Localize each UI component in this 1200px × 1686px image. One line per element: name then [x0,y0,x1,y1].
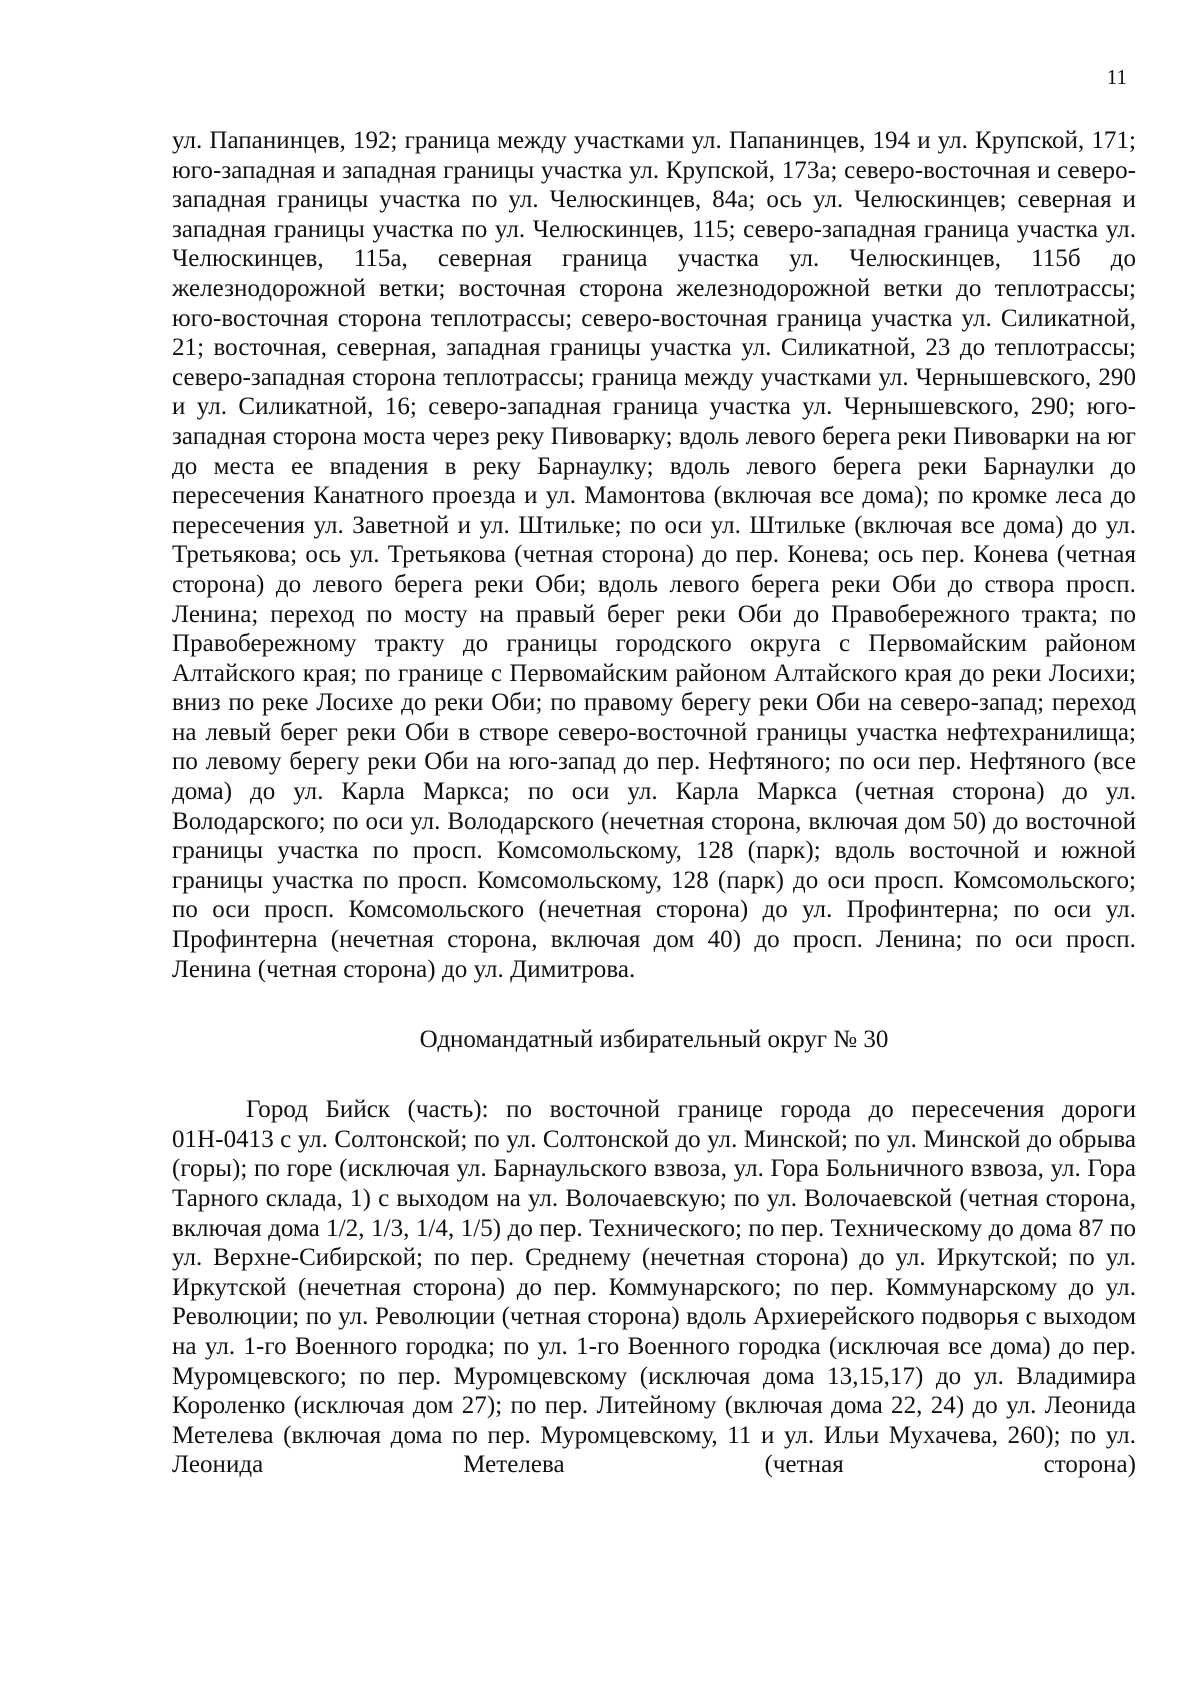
paragraph-district-boundary-continued: ул. Папанинцев, 192; граница между участками ул. Папанинцев, 194 и ул. Крупской, 171; юго-западная и западная границы участка ул. Крупской, 173а; северо-восточная и северо-западная границы участка по ул. Челюскинцев, 84а; ось ул. Челюскинцев; северная и западная границы участка по ул. Челюскинцев, 115; северо-западная граница участка ул. Челюскинцев, 115а, северная граница участка ул. Челюскинцев, 115б до железнодорожной ветки; восточная сторона железнодорожной ветки до теплотрассы; юго-восточная сторона теплотрассы; северо-восточная граница участка ул. Силикатной, 21; восточная, северная, западная границы участка ул. Силикатной, 23 до теплотрассы; северо-западная сторона теплотрассы; граница между участками ул. Чернышевского, 290 и ул. Силикатной, 16; северо-западная граница участка ул. Чернышевского, 290; юго-западная сторона моста через реку Пивоварку; вдоль левого берега реки Пивоварки на юг до места ее впадения в реку Барнаулку; вдоль левого берега реки Барнаулки до пересечения Канатного проезда и ул. Мамонтова (включая все дома); по кромке леса до пересечения ул. Заветной и ул. Штильке; по оси ул. Штильке (включая все дома) до ул. Третьякова; ось ул. Третьякова (четная сторона) до пер. Конева; ось пер. Конева (четная сторона) до левого берега реки Оби; вдоль левого берега реки Оби до створа просп. Ленина; переход по мосту на правый берег реки Оби до Правобережного тракта; по Правобережному тракту до границы городского округа с Первомайским районом Алтайского края; по границе с Первомайским районом Алтайского края до реки Лосихи; вниз по реке Лосихе до реки Оби; по правому берегу реки Оби на северо-запад; переход на левый берег реки Оби в створе северо-восточной границы участка нефтехранилища; по левому берегу реки Оби на юго-запад до пер. Нефтяного; по оси пер. Нефтяного (все дома) до ул. Карла Маркса; по оси ул. Карла Маркса (четная сторона) до ул. Володарского; по оси ул. Володарского (нечетная сторона, включая дом 50) до восточной границы участка по просп. Комсомольскому, 128 (парк); вдоль восточной и южной границы участка по просп. Комсомольскому, 128 (парк) до оси просп. Комсомольского; по оси просп. Комсомольского (нечетная сторона) до ул. Профинтерна; по оси ул. Профинтерна (нечетная сторона, включая дом 40) до просп. Ленина; по оси просп. Ленина (четная сторона) до ул. Димитрова. [172,127,1136,983]
document-body [172,126,1136,1480]
paragraph-district-30-boundary: Город Бийск (часть): по восточной границе города до пересечения дороги 01Н-0413 с ул. Солтонской; по ул. Солтонской до ул. Минской; по ул. Минской до обрыва (горы); по горе (исключая ул. Барнаульского взвоза, ул. Гора Больничного взвоза, ул. Гора Тарного склада, 1) с выходом на ул. Волочаевскую; по ул. Волочаевской (четная сторона, включая дома 1/2, 1/3, 1/4, 1/5) до пер. Технического; по пер. Техническому до дома 87 по ул. Верхне-Сибирской; по пер. Среднему (нечетная сторона) до ул. Иркутской; по ул. Иркутской (нечетная сторона) до пер. Коммунарского; по пер. Коммунарскому до ул. Революции; по ул. Революции (четная сторона) вдоль Архиерейского подворья с выходом на ул. 1-го Военного городка; по ул. 1-го Военного городка (исключая все дома) до пер. Муромцевского; по пер. Муромцевскому (исключая дома 13,15,17) до ул. Владимира Короленко (исключая дом 27); по пер. Литейному (включая дома 22, 24) до ул. Леонида Метелева (включая дома по пер. Муромцевскому, 11 и ул. Ильи Мухачева, 260); по ул. Леонида Метелева (четная сторона) [172,1096,1136,1479]
section-heading-district-30: Одномандатный избирательный округ № 30 [419,1026,889,1054]
page-number: 11 [1106,65,1127,89]
